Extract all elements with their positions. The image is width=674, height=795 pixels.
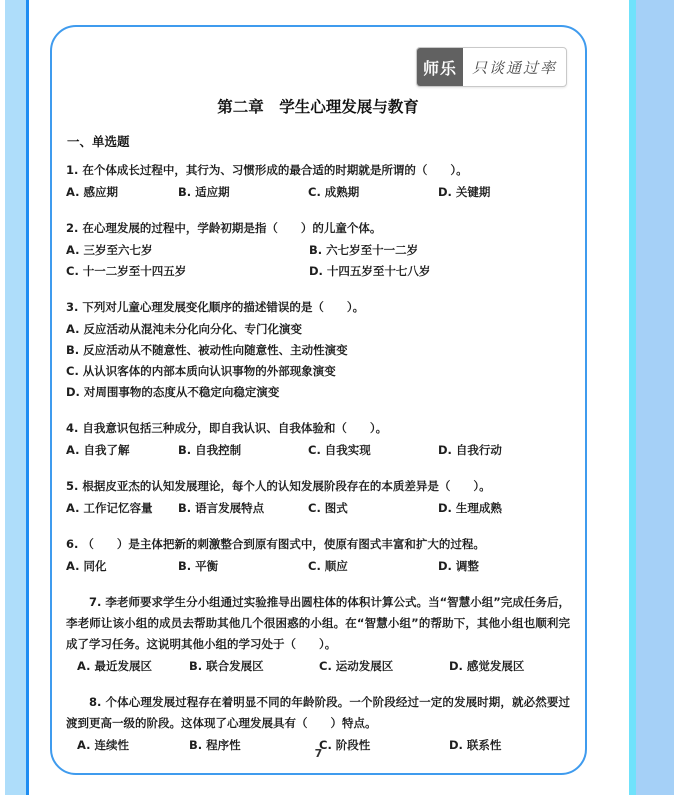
- question-4-option-c: C. 自我实现: [308, 443, 371, 457]
- question-2-stem: 2. 在心理发展的过程中，学龄初期是指（ ）的儿童个体。: [66, 221, 382, 235]
- question-1-option-d: D. 关键期: [438, 185, 491, 199]
- question-3-option-a: A. 反应活动从混沌未分化向分化、专门化演变: [66, 322, 302, 336]
- question-5-options: [66, 498, 570, 519]
- question-4-options: [66, 440, 570, 461]
- question-5-option-a: A. 工作记忆容量: [66, 501, 153, 515]
- question-6-option-a: A. 同化: [66, 559, 107, 573]
- question-5: [66, 476, 570, 519]
- question-1-option-c: C. 成熟期: [308, 185, 360, 199]
- question-7-stem: 7. 李老师要求学生分小组通过实验推导出圆柱体的体积计算公式。当“智慧小组”完成任务后，李老师让该小组的成员去帮助其他几个很困惑的小组。在“智慧小组”的帮助下，其他小组也顺利完成了学习任务。这说明其他小组的学习处于（ ）。: [66, 595, 570, 651]
- question-1: [66, 160, 570, 203]
- question-8-stem: 8. 个体心理发展过程存在着明显不同的年龄阶段。一个阶段经过一定的发展时期，就必然要过渡到更高一级的阶段。这体现了心理发展具有（ ）特点。: [66, 695, 570, 730]
- chapter-title: 第二章 学生心理发展与教育: [217, 98, 419, 116]
- question-7-options: [66, 656, 570, 677]
- question-3-stem: 3. 下列对儿童心理发展变化顺序的描述错误的是（ ）。: [66, 300, 365, 314]
- left-decoration-band: [5, 0, 29, 795]
- question-4-option-a: A. 自我了解: [66, 443, 130, 457]
- question-4: [66, 418, 570, 461]
- question-1-stem: 1. 在个体成长过程中，其行为、习惯形成的最合适的时期就是所谓的（ ）。: [66, 163, 468, 177]
- question-8-option-a: A. 连续性: [77, 738, 129, 752]
- question-8-option-c: C. 阶段性: [319, 738, 371, 752]
- question-4-option-d: D. 自我行动: [438, 443, 502, 457]
- question-6-option-b: B. 平衡: [178, 559, 219, 573]
- question-2-option-b: B. 六七岁至十一二岁: [309, 243, 419, 257]
- question-6: [66, 534, 570, 577]
- document-page: [50, 25, 587, 775]
- question-8-option-d: D. 联系性: [449, 738, 502, 752]
- question-3-option-c: C. 从认识客体的内部本质向认识事物的外部现象演变: [66, 364, 336, 378]
- question-5-stem: 5. 根据皮亚杰的认知发展理论，每个人的认知发展阶段存在的本质差异是（ ）。: [66, 479, 491, 493]
- question-4-option-b: B. 自我控制: [178, 443, 242, 457]
- question-3-option-b: B. 反应活动从不随意性、被动性向随意性、主动性演变: [66, 343, 348, 357]
- question-6-options: [66, 556, 570, 577]
- question-6-option-d: D. 调整: [438, 559, 479, 573]
- question-7-option-b: B. 联合发展区: [189, 659, 264, 673]
- question-5-option-d: D. 生理成熟: [438, 501, 502, 515]
- brand-logo-mark: 师乐: [417, 48, 463, 86]
- question-1-option-b: B. 适应期: [178, 185, 230, 199]
- question-2-options: [66, 240, 570, 282]
- question-7: [66, 592, 570, 677]
- question-5-option-c: C. 图式: [308, 501, 348, 515]
- question-3-options: [66, 319, 570, 403]
- brand-logo: [416, 47, 567, 87]
- question-8-option-b: B. 程序性: [189, 738, 241, 752]
- question-6-option-c: C. 顺应: [308, 559, 348, 573]
- question-1-options: [66, 182, 570, 203]
- question-2: [66, 218, 570, 282]
- question-7-option-d: D. 感觉发展区: [449, 659, 525, 673]
- question-7-option-a: A. 最近发展区: [77, 659, 152, 673]
- question-1-option-a: A. 感应期: [66, 185, 118, 199]
- logo-row: [65, 47, 567, 87]
- question-3: [66, 297, 570, 403]
- section-heading: 一、单选题: [67, 134, 130, 149]
- question-4-stem: 4. 自我意识包括三种成分，即自我认识、自我体验和（ ）。: [66, 421, 388, 435]
- right-decoration-band: [629, 0, 674, 795]
- question-3-option-d: D. 对周围事物的态度从不稳定向稳定演变: [66, 385, 280, 399]
- question-2-option-d: D. 十四五岁至十七八岁: [309, 264, 431, 278]
- question-7-option-c: C. 运动发展区: [319, 659, 394, 673]
- page-number: 7: [314, 747, 323, 760]
- question-6-stem: 6. （ ）是主体把新的刺激整合到原有图式中，使原有图式丰富和扩大的过程。: [66, 537, 485, 551]
- question-2-option-a: A. 三岁至六七岁: [66, 243, 153, 257]
- brand-logo-slogan: 只谈通过率: [471, 58, 557, 77]
- question-5-option-b: B. 语言发展特点: [178, 501, 265, 515]
- question-2-option-c: C. 十一二岁至十四五岁: [66, 264, 187, 278]
